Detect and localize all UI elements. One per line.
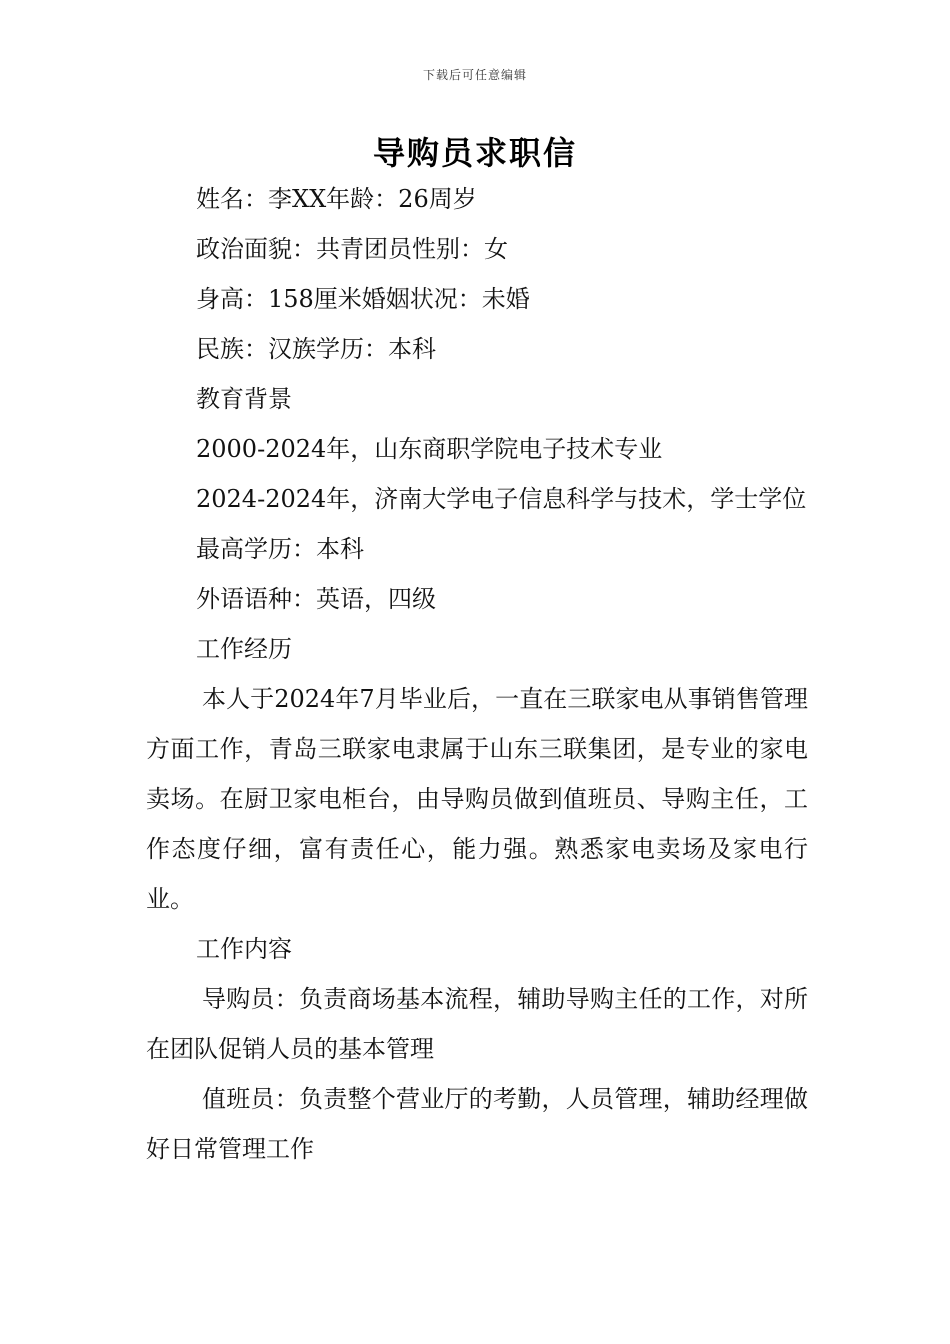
info-line-ethnicity-degree: 民族：汉族学历：本科 — [196, 335, 436, 363]
foreign-language: 外语语种：英语，四级 — [196, 585, 436, 613]
education-line-1: 2000-2024年，山东商职学院电子技术专业 — [196, 435, 663, 463]
info-line-name-age: 姓名：李XX年龄：26周岁 — [196, 185, 477, 213]
document-body — [146, 174, 808, 1174]
duty-officer: 值班员：负责整个营业厅的考勤，人员管理，辅助经理做好日常管理工作 — [146, 1085, 808, 1163]
info-line-politics-gender: 政治面貌：共青团员性别：女 — [196, 235, 508, 263]
info-line-height-marital: 身高：158厘米婚姻状况：未婚 — [196, 285, 530, 313]
document-title: 导购员求职信 — [372, 134, 577, 172]
education-heading: 教育背景 — [196, 385, 292, 413]
work-heading: 工作经历 — [196, 635, 292, 663]
work-paragraph: 本人于2024年7月毕业后，一直在三联家电从事销售管理方面工作，青岛三联家电隶属于山东三联集团，是专业的家电卖场。在厨卫家电柜台，由导购员做到值班员、导购主任，工作态度仔细，富有责任心，能力强。熟悉家电卖场及家电行业。 — [146, 685, 808, 913]
duty-guide: 导购员：负责商场基本流程，辅助导购主任的工作，对所在团队促销人员的基本管理 — [146, 985, 808, 1063]
education-line-2: 2024-2024年，济南大学电子信息科学与技术，学士学位 — [196, 485, 807, 513]
duties-heading: 工作内容 — [196, 935, 292, 963]
highest-degree: 最高学历：本科 — [196, 535, 364, 563]
header-note: 下载后可任意编辑 — [422, 68, 527, 82]
